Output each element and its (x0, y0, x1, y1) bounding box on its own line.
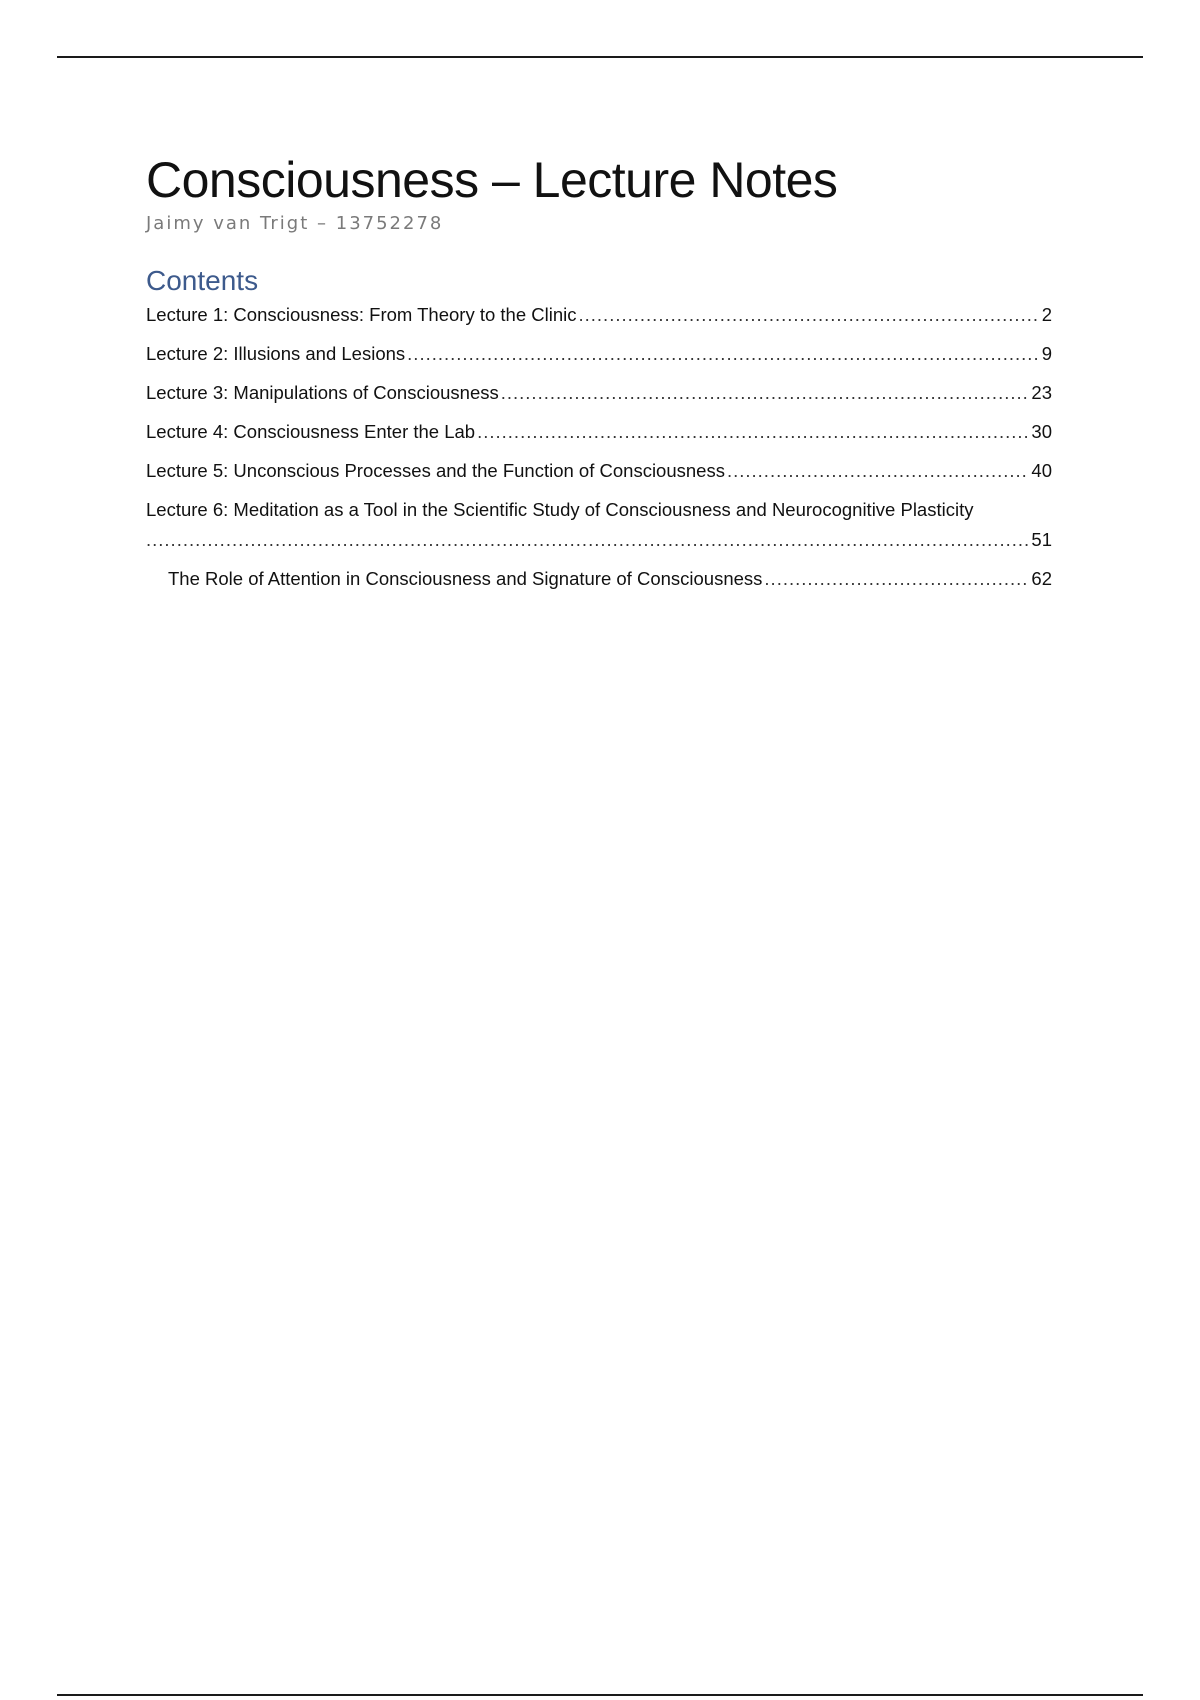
toc-entry-page: 9 (1041, 343, 1052, 364)
toc-dot-leader (146, 529, 1029, 551)
toc-entry-lecture-2[interactable] (146, 343, 1052, 365)
toc-entry-continuation (146, 529, 1052, 551)
toc-dot-leader (477, 421, 1029, 443)
toc-entry-label: Lecture 1: Consciousness: From Theory to the Clinic (146, 304, 577, 325)
toc-entry-label: Lecture 5: Unconscious Processes and the Function of Consciousness (146, 460, 725, 481)
document-body (146, 150, 1052, 607)
toc-entry-label: Lecture 6: Meditation as a Tool in the Scientific Study of Consciousness and Neurocognitive Plasticity (146, 499, 974, 520)
toc-dot-leader (579, 304, 1040, 326)
toc-dot-leader (501, 382, 1030, 404)
toc-entry-label: Lecture 3: Manipulations of Consciousness (146, 382, 499, 403)
toc-entry-page: 23 (1031, 382, 1052, 403)
toc-dot-leader (764, 568, 1029, 590)
toc-entry-lecture-5[interactable] (146, 460, 1052, 482)
toc-entry-lecture-1[interactable] (146, 304, 1052, 326)
document-subtitle: Jaimy van Trigt – 13752278 (146, 213, 444, 234)
toc-dot-leader (727, 460, 1029, 482)
bottom-rule (57, 1694, 1143, 1696)
toc-entry-page: 62 (1031, 568, 1052, 589)
toc-entry-role-of-attention[interactable] (146, 568, 1052, 590)
toc-entry-page: 2 (1041, 304, 1052, 325)
toc-entry-label: Lecture 2: Illusions and Lesions (146, 343, 406, 364)
toc-heading: Contents (146, 265, 259, 296)
toc-entry-page: 30 (1031, 421, 1052, 442)
document-title: Consciousness – Lecture Notes (146, 152, 838, 208)
toc-entry-page: 51 (1031, 529, 1052, 550)
toc-entry-label: The Role of Attention in Consciousness and Signature of Consciousness (168, 568, 763, 589)
toc-dot-leader (407, 343, 1040, 365)
toc-entry-lecture-3[interactable] (146, 382, 1052, 404)
toc-entry-label: Lecture 4: Consciousness Enter the Lab (146, 421, 476, 442)
toc-entry-lecture-4[interactable] (146, 421, 1052, 443)
table-of-contents (146, 304, 1052, 590)
toc-entry-lecture-6[interactable] (146, 499, 1052, 551)
top-rule (57, 56, 1143, 58)
toc-entry-page: 40 (1031, 460, 1052, 481)
